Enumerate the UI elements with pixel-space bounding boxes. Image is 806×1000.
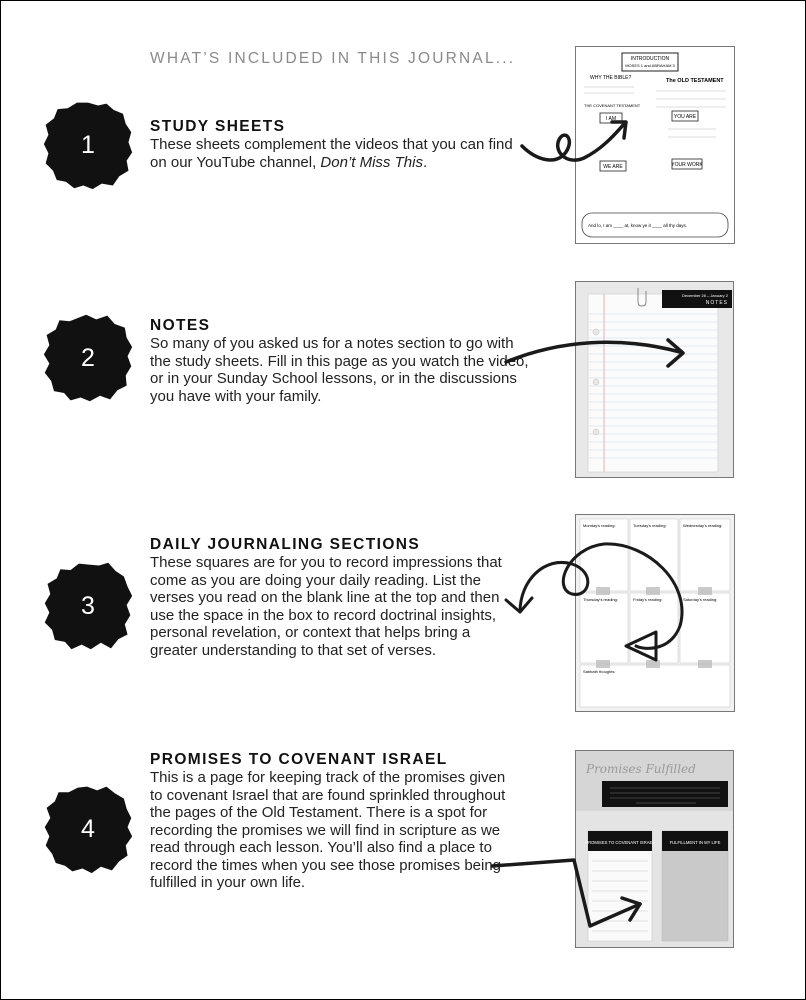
friday-label: Friday's reading: bbox=[633, 597, 663, 602]
section-number: 3 bbox=[81, 591, 95, 620]
number-badge-3 bbox=[42, 560, 134, 652]
youare-label: YOU ARE bbox=[673, 114, 697, 120]
yourwork-label: YOUR WORK bbox=[671, 162, 703, 168]
promises-thumbnail bbox=[575, 750, 734, 948]
weare-label: WE ARE bbox=[603, 164, 623, 170]
promises-col-left: PROMISES TO COVENANT ISRAEL bbox=[585, 840, 655, 845]
section-study-sheets bbox=[150, 118, 530, 171]
daily-journal-preview bbox=[576, 515, 734, 711]
covenant-label: THE COVENANT TESTAMENT bbox=[584, 103, 641, 108]
intro-sub-label: MOSES 1 and ABRAHAM 3 bbox=[625, 63, 675, 68]
promises-preview bbox=[576, 751, 733, 947]
number-badge-2 bbox=[42, 312, 134, 404]
saturday-label: Saturday's reading: bbox=[683, 597, 718, 602]
monday-label: Monday's reading: bbox=[583, 523, 616, 528]
body-text: These sheets complement the videos that you can find on our YouTube channel, bbox=[150, 136, 513, 171]
thursday-label: Thursday's reading: bbox=[583, 597, 619, 602]
sabbath-label: Sabbath thoughts: bbox=[583, 669, 616, 674]
tuesday-label: Tuesday's reading: bbox=[633, 523, 667, 528]
study-sheet-thumbnail bbox=[575, 46, 735, 244]
section-title: DAILY JOURNALING SECTIONS bbox=[150, 536, 421, 553]
intro-label: INTRODUCTION bbox=[630, 56, 670, 62]
promises-col-right: FULFILLMENT IN MY LIFE bbox=[669, 840, 721, 845]
section-notes bbox=[150, 317, 530, 405]
number-badge-4 bbox=[42, 783, 134, 875]
wednesday-label: Wednesday's reading: bbox=[683, 523, 723, 528]
section-number: 1 bbox=[81, 130, 95, 159]
daily-journal-thumbnail bbox=[575, 514, 735, 712]
section-body bbox=[150, 136, 530, 171]
section-title: NOTES bbox=[150, 317, 211, 334]
section-number: 2 bbox=[81, 343, 95, 372]
iam-label: I AM bbox=[605, 116, 617, 122]
ot-label: The OLD TESTAMENT bbox=[666, 78, 724, 84]
why-label: WHY THE BIBLE? bbox=[590, 75, 632, 81]
notes-date: December 26 – January 2 bbox=[681, 293, 728, 298]
section-title: STUDY SHEETS bbox=[150, 118, 286, 135]
body-text-end: . bbox=[422, 153, 428, 171]
channel-name: Don’t Miss This bbox=[320, 153, 423, 171]
section-body: This is a page for keeping track of the promises given to covenant Israel that are found sprinkled throughout the pages of the Old Testament. There is a spot for recording the promises we will find in scripture as we read through each lesson. You’ll also find a place to record the times when you see those promises being fulfilled in your own life. bbox=[150, 769, 506, 891]
number-badge-1 bbox=[42, 99, 134, 191]
notes-preview bbox=[576, 282, 733, 477]
page-header: WHAT’S INCLUDED IN THIS JOURNAL... bbox=[150, 50, 516, 67]
promises-script-title: Promises Fulfilled bbox=[586, 762, 696, 776]
section-number: 4 bbox=[81, 814, 95, 843]
section-daily-journaling bbox=[150, 536, 520, 659]
notes-label: NOTES bbox=[705, 300, 728, 306]
section-title: PROMISES TO COVENANT ISRAEL bbox=[150, 751, 448, 768]
study-sheet-preview bbox=[576, 47, 734, 243]
section-body: These squares are for you to record impressions that come as you are doing your daily reading. List the verses you read on the blank line at the top and then use the space in the box to record doctrinal insights, personal revelation, or context that helps bring a greater understanding to that set of verses. bbox=[150, 554, 502, 659]
bottom-verse: And lo, I am ____ at, know ye it ____ all thy days. bbox=[588, 223, 688, 228]
notes-thumbnail bbox=[575, 281, 734, 478]
section-body: So many of you asked us for a notes section to go with the study sheets. Fill in this page as you watch the video, or in your Sunday School lessons, or in the discussions you have with your family. bbox=[150, 335, 529, 405]
section-promises bbox=[150, 751, 515, 892]
